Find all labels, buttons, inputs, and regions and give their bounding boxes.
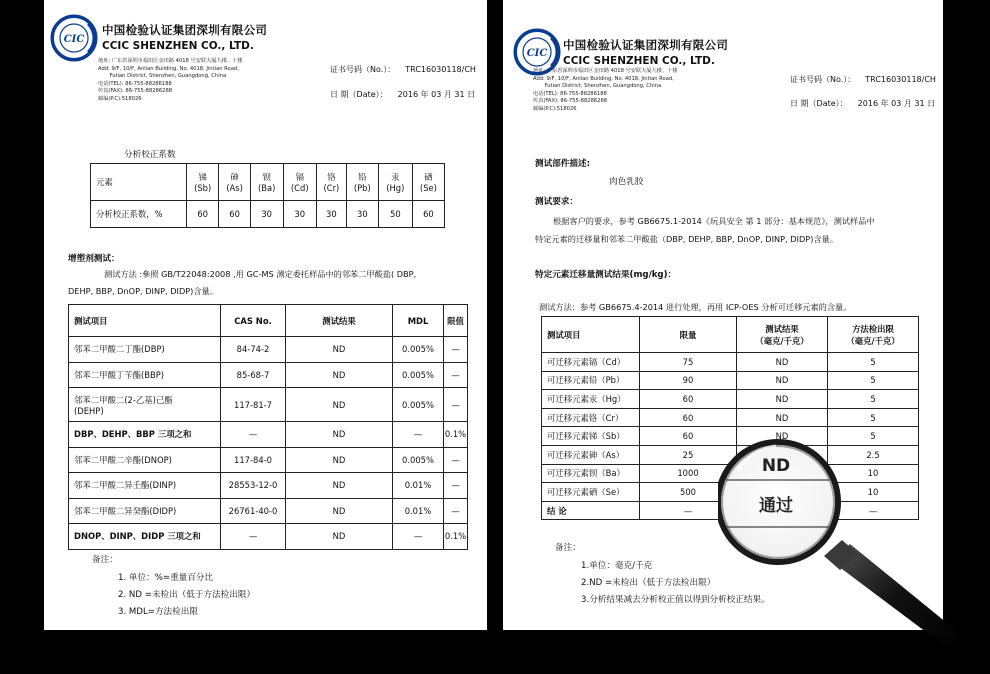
note-2: 2. ND =未检出（低于方法检出限） [118,590,256,600]
note-2: 2.ND =未检出（低于方法检出限） [581,578,716,588]
item-cell: 可迁移元素砷（As） [542,445,640,464]
table-row [69,473,468,499]
item-cell: 可迁移元素镉（Cd） [542,353,640,372]
address-line: 邮编(P.C):518026 [98,95,142,102]
address-line: Futian District, Shenzhen, Guangdong, China [98,73,227,80]
result-cell: ND [286,362,393,388]
element-symbol-cell: 硒 (Se) [412,164,444,201]
cert-date: 日 期（Date）： 2016 年 03 月 31 日 [790,99,936,108]
logo-text: CIC [63,34,85,45]
limit-cell: — [444,337,468,363]
address-line: 传真(FAX): 86-755-88286288 [98,88,173,95]
col-header-limit: 限量 [640,317,737,353]
factor-value-cell: 60 [412,201,444,228]
item-cell: 邻苯二甲酸二异壬酯(DINP) [69,473,221,499]
col-header-item: 测试项目 [542,317,640,353]
result-cell: ND [286,524,393,550]
company-name-cn: 中国检验认证集团深圳有限公司 [102,23,268,37]
factor-value-cell: 60 [187,201,219,228]
factor-title: 分析校正系数 [124,150,176,160]
note-3: 3. MDL=方法检出限 [118,607,198,617]
mdl-cell: — [828,501,919,520]
cas-cell: — [221,422,286,448]
item-cell: 可迁移元素铅（Pb） [542,371,640,390]
address-line: 地址: 广东省深圳市福田区金田路 4018 号安联大厦九楼、十楼 [98,58,243,64]
company-name-cn: 中国检验认证集团深圳有限公司 [563,38,729,52]
factor-row-label: 元素 [91,164,187,201]
element-symbol-cell: 铅 (Pb) [346,164,378,201]
cas-cell: 117-84-0 [221,447,286,473]
requirement-line-2: 特定元素的迁移量和邻苯二甲酸盐（DBP, DEHP, BBP, DnOP, DINP, DIDP)含量。 [535,234,839,244]
address-line: 地址: 广东省深圳市福田区金田路 4018 号安联大厦九楼、十楼 [533,68,678,74]
cas-cell: — [221,524,286,550]
limit-cell: — [444,447,468,473]
part-value: 肉色乳胶 [609,177,644,187]
mdl-cell: 0.005% [393,337,444,363]
result-cell: ND [737,427,828,446]
limit-cell: 25 [640,445,737,464]
limit-cell: — [444,388,468,422]
factor-value-cell: 30 [346,201,378,228]
item-cell: 邻苯二甲酸二异癸酯(DIDP) [69,498,221,524]
table-row [69,388,468,422]
col-header-mdl: MDL [393,305,444,337]
mdl-cell: 5 [828,408,919,427]
result-cell: ND [737,371,828,390]
col-header-item: 测试项目 [69,305,221,337]
mdl-cell: 0.005% [393,388,444,422]
method-line-2: DEHP, BBP, DnOP, DINP, DIDP)含量。 [68,286,218,296]
cas-cell: 28553-12-0 [221,473,286,499]
item-cell: 可迁移元素铬（Cr） [542,408,640,427]
item-cell: 邻苯二甲酸二(2-乙基)己酯 (DEHP) [69,388,221,422]
item-cell: 邻苯二甲酸丁苄酯(BBP) [69,362,221,388]
mdl-cell: 5 [828,427,919,446]
address-line: Add: 9/F, 10/F, Anlian Building, No. 4018, Jintian Road, [533,75,674,82]
item-cell: 可迁移元素汞（Hg） [542,390,640,409]
element-symbol-cell: 镉 (Cd) [283,164,316,201]
company-name-en: CCIC SHENZHEN CO., LTD. [102,40,254,52]
item-cell: 邻苯二甲酸二丁酯(DBP) [69,337,221,363]
table-row [542,408,919,427]
limit-cell: — [444,473,468,499]
limit-cell: 60 [640,427,737,446]
result-cell: ND [286,422,393,448]
table-row [542,390,919,409]
mdl-cell: 10 [828,483,919,502]
address-line: 电话(TEL): 86-755-88286188 [533,90,607,97]
address-line: 邮编(P.C):518026 [533,105,577,112]
element-symbol-cell: 钡 (Ba) [250,164,283,201]
limit-cell: 60 [640,390,737,409]
col-header-result: 测试结果 [286,305,393,337]
address-line: Futian District, Shenzhen, Guangdong, China [533,83,662,90]
table-row [69,498,468,524]
cas-cell: 84-74-2 [221,337,286,363]
result-cell: ND [737,390,828,409]
mdl-cell: 0.01% [393,473,444,499]
result-cell: ND [286,388,393,422]
part-title: 测试部件描述: [535,159,590,169]
address-line: 传真(FAX): 86-755-88286288 [533,98,608,105]
item-cell: DNOP、DINP、DIDP 三项之和 [69,524,221,550]
cas-cell: 26761-40-0 [221,498,286,524]
method-line-1: 测试方法 :參照 GB/T22048:2008 ,用 GC-MS 测定委托样品中的邻苯二甲酸盐( DBP, [104,269,417,279]
correction-factor-table [90,163,445,228]
item-cell: 可迁移元素钡（Ba） [542,464,640,483]
notes-title: 备注： [92,555,118,565]
result-cell: ND [286,498,393,524]
item-cell: DBP、DEHP、BBP 三项之和 [69,422,221,448]
cas-cell: 85-68-7 [221,362,286,388]
mdl-cell: 5 [828,371,919,390]
plasticizer-title: 增塑剂测试： [68,254,120,264]
element-symbol-cell: 汞 (Hg) [378,164,412,201]
factor-value-cell: 30 [316,201,346,228]
note-1: 1. 单位：%=重量百分比 [118,573,214,583]
element-symbol-cell: 铬 (Cr) [316,164,346,201]
mdl-cell: 5 [828,390,919,409]
report-page-1 [44,0,487,630]
item-cell: 可迁移元素硒（Se） [542,483,640,502]
table-row [69,447,468,473]
mdl-cell: — [393,422,444,448]
limit-cell: 90 [640,371,737,390]
address-line: 电话(TEL): 86-755-88286188 [98,80,172,87]
limit-cell: 1000 [640,464,737,483]
limit-cell: 60 [640,408,737,427]
mdl-cell: 5 [828,353,919,372]
element-symbol-cell: 锑 (Sb) [187,164,219,201]
company-address [533,68,677,114]
cert-number: 证书号码（No.）： TRC16030118/CH [790,75,936,84]
col-header-cas: CAS No. [221,305,286,337]
company-address [98,58,242,104]
result-cell: ND [286,447,393,473]
result-cell: ND [737,353,828,372]
phthalate-results-table [68,304,468,550]
table-row [542,371,919,390]
mdl-cell: 0.005% [393,362,444,388]
limit-cell: — [444,498,468,524]
item-cell: 可迁移元素锑（Sb） [542,427,640,446]
mdl-cell: 0.005% [393,447,444,473]
mdl-cell: 10 [828,464,919,483]
company-name-en: CCIC SHENZHEN CO., LTD. [563,55,715,67]
table-row [69,524,468,550]
note-3: 3.分析结果减去分析校正值以得到分析校正结果。 [581,595,770,605]
limit-cell: 0.1% [444,422,468,448]
company-block [563,37,728,67]
magnified-pass: 通过 [759,496,793,516]
ccic-logo-icon [50,14,98,62]
magnifier-glass-icon [718,432,968,648]
result-cell: ND [286,473,393,499]
factor-value-cell: 60 [219,201,250,228]
cert-number: 证书号码（No.）： TRC16030118/CH [330,65,476,74]
col-header-mdl: 方法检出限 （毫克/千克） [828,317,919,353]
table-row [542,353,919,372]
note-1: 1.单位：毫克/千克 [581,561,653,571]
factor-row-label: 分析校正系数，% [91,201,187,228]
col-header-limit: 限值 [444,305,468,337]
cert-date: 日 期（Date）： 2016 年 03 月 31 日 [330,90,476,99]
element-method-line: 测试方法：参考 GB6675.4-2014 进行处理，再用 ICP-OES 分析可迁移元素的含量。 [539,302,852,312]
limit-cell: 0.1% [444,524,468,550]
result-cell: ND [286,337,393,363]
logo-text: CIC [526,48,548,59]
mdl-cell: 2.5 [828,445,919,464]
table-row [69,362,468,388]
limit-cell: 500 [640,483,737,502]
notes-title: 备注： [555,543,581,553]
magnified-nd: ND [761,456,791,476]
table-row [69,337,468,363]
mdl-cell: 0.01% [393,498,444,524]
limit-cell: — [640,501,737,520]
result-cell: ND [737,408,828,427]
element-symbol-cell: 砷 (As) [219,164,250,201]
result-title: 特定元素迁移量测试结果(mg/kg)： [535,270,677,280]
limit-cell: 75 [640,353,737,372]
table-row [69,422,468,448]
cas-cell: 117-81-7 [221,388,286,422]
factor-value-cell: 50 [378,201,412,228]
requirement-line-1: 根据客户的要求，参考 GB6675.1-2014《玩具安全 第 1 部分：基本规范》，测试样品中 [553,216,875,226]
col-header-result: 测试结果 （毫克/千克） [737,317,828,353]
factor-value-cell: 30 [283,201,316,228]
requirement-title: 测试要求： [535,197,578,207]
item-cell: 邻苯二甲酸二辛酯(DNOP) [69,447,221,473]
address-line: Add: 9/F, 10/F, Anlian Building, No. 4018, Jintian Road, [98,65,239,72]
limit-cell: — [444,362,468,388]
company-block [102,22,267,52]
factor-value-cell: 30 [250,201,283,228]
item-cell: 结 论 [542,501,640,520]
mdl-cell: — [393,524,444,550]
